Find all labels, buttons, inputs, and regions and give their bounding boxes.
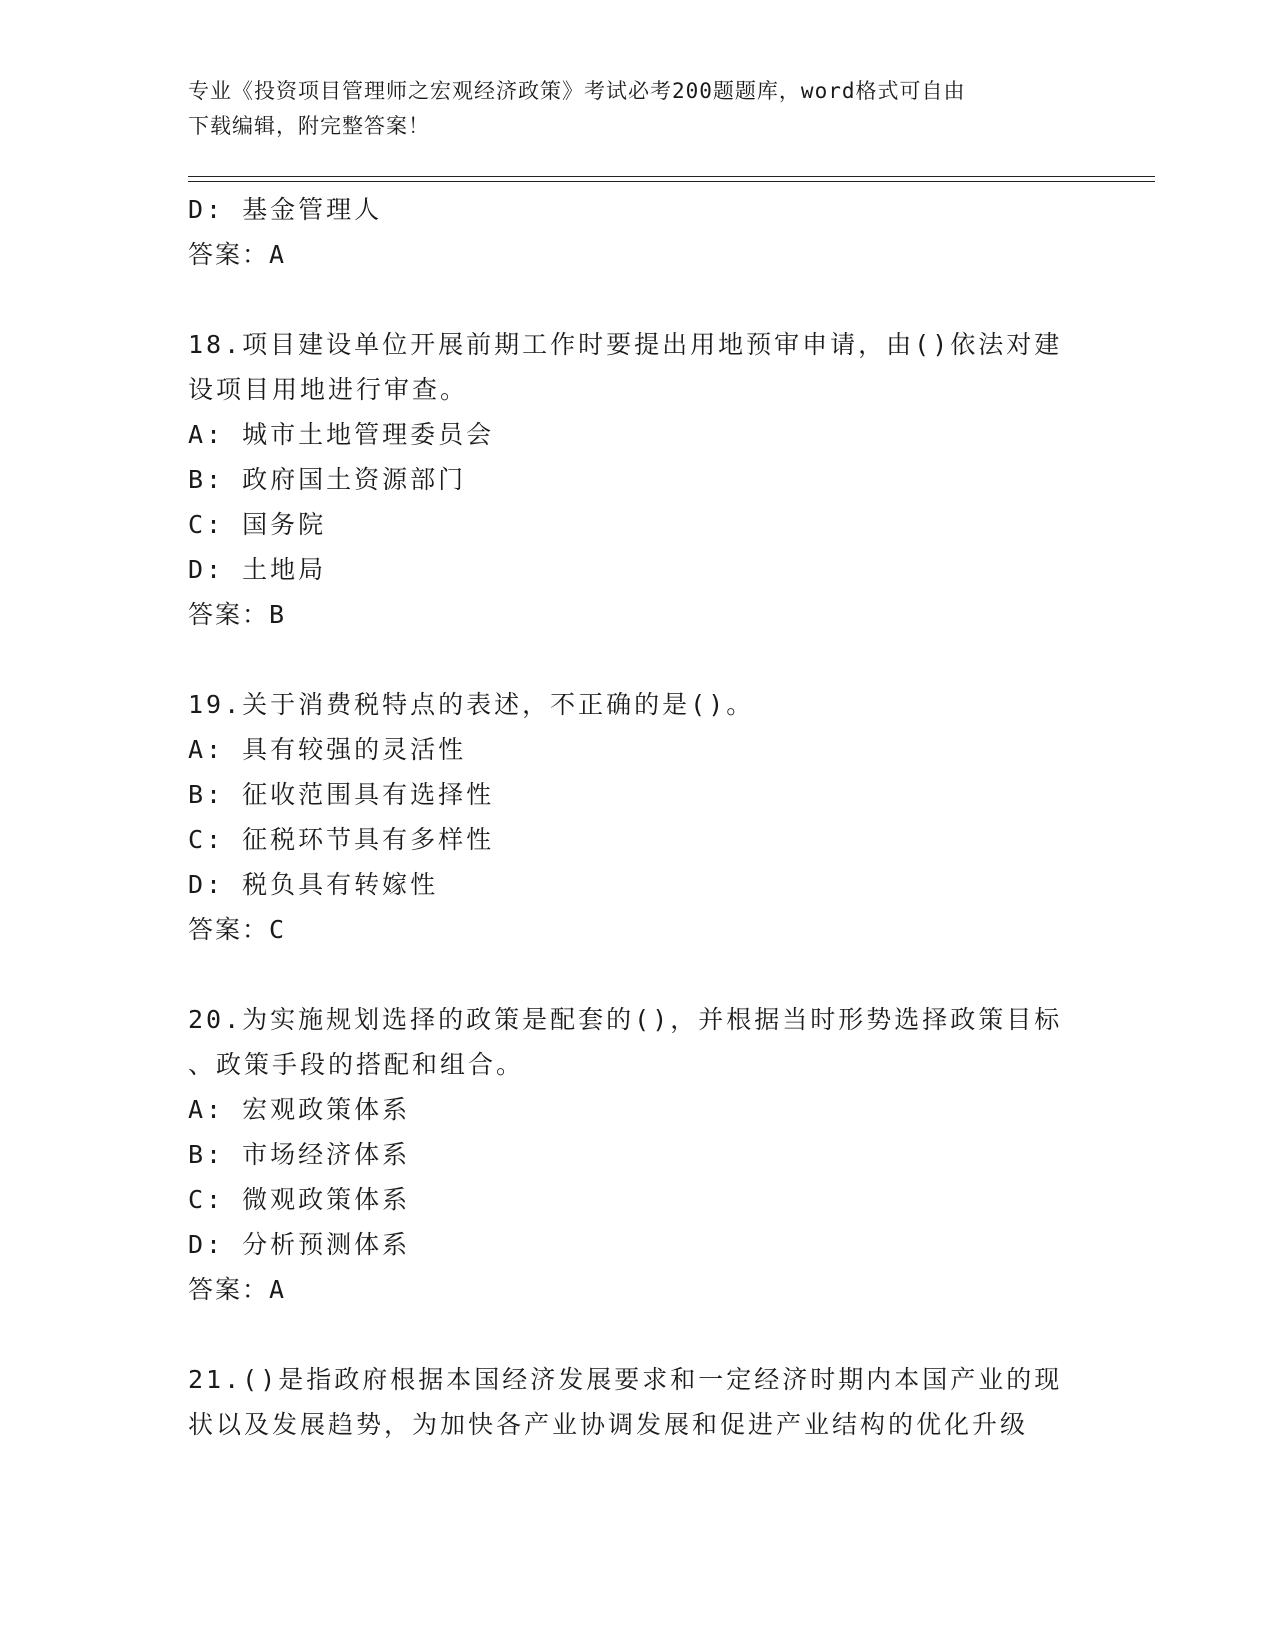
- spacer: [188, 277, 1088, 322]
- question-stem: 21.()是指政府根据本国经济发展要求和一定经济时期内本国产业的现: [188, 1365, 1063, 1394]
- answer: 答案：B: [188, 600, 287, 629]
- question-stem-cont: 、政策手段的搭配和组合。: [188, 1050, 525, 1079]
- spacer: [188, 1312, 1088, 1357]
- question-stem: 19.关于消费税特点的表述，不正确的是()。: [188, 690, 755, 719]
- answer: 答案：C: [188, 915, 287, 944]
- spacer: [188, 637, 1088, 682]
- option-c: C: 征税环节具有多样性: [188, 825, 495, 854]
- question-21: [188, 1357, 1088, 1447]
- header-title-line-1: 专业《投资项目管理师之宏观经济政策》考试必考200题题库，word格式可自由: [188, 79, 966, 103]
- question-18: [188, 322, 1088, 637]
- document-header: [188, 74, 1088, 144]
- question-stem-cont: 设项目用地进行审查。: [188, 375, 469, 404]
- option-d: D: 税负具有转嫁性: [188, 870, 439, 899]
- header-divider-top: [188, 176, 1155, 177]
- question-stem: 20.为实施规划选择的政策是配套的()，并根据当时形势选择政策目标: [188, 1005, 1063, 1034]
- header-divider-bottom: [188, 181, 1155, 182]
- header-title-line-2: 下载编辑，附完整答案！: [188, 114, 430, 138]
- answer: 答案：A: [188, 1275, 287, 1304]
- question-stem-cont: 状以及发展趋势，为加快各产业协调发展和促进产业结构的优化升级: [188, 1410, 1029, 1439]
- option-d: D: 基金管理人: [188, 195, 383, 224]
- spacer: [188, 952, 1088, 997]
- answer: 答案：A: [188, 240, 287, 269]
- question-19: [188, 682, 1088, 952]
- option-c: C: 国务院: [188, 510, 327, 539]
- option-c: C: 微观政策体系: [188, 1185, 411, 1214]
- option-a: A: 宏观政策体系: [188, 1095, 411, 1124]
- option-d: D: 土地局: [188, 555, 327, 584]
- question-20: [188, 997, 1088, 1312]
- question-list: [188, 187, 1088, 1447]
- option-b: B: 市场经济体系: [188, 1140, 411, 1169]
- option-d: D: 分析预测体系: [188, 1230, 411, 1259]
- option-a: A: 城市土地管理委员会: [188, 420, 495, 449]
- question-17-tail: [188, 187, 1088, 277]
- option-b: B: 政府国土资源部门: [188, 465, 467, 494]
- option-a: A: 具有较强的灵活性: [188, 735, 467, 764]
- question-stem: 18.项目建设单位开展前期工作时要提出用地预审申请，由()依法对建: [188, 330, 1063, 359]
- option-b: B: 征收范围具有选择性: [188, 780, 495, 809]
